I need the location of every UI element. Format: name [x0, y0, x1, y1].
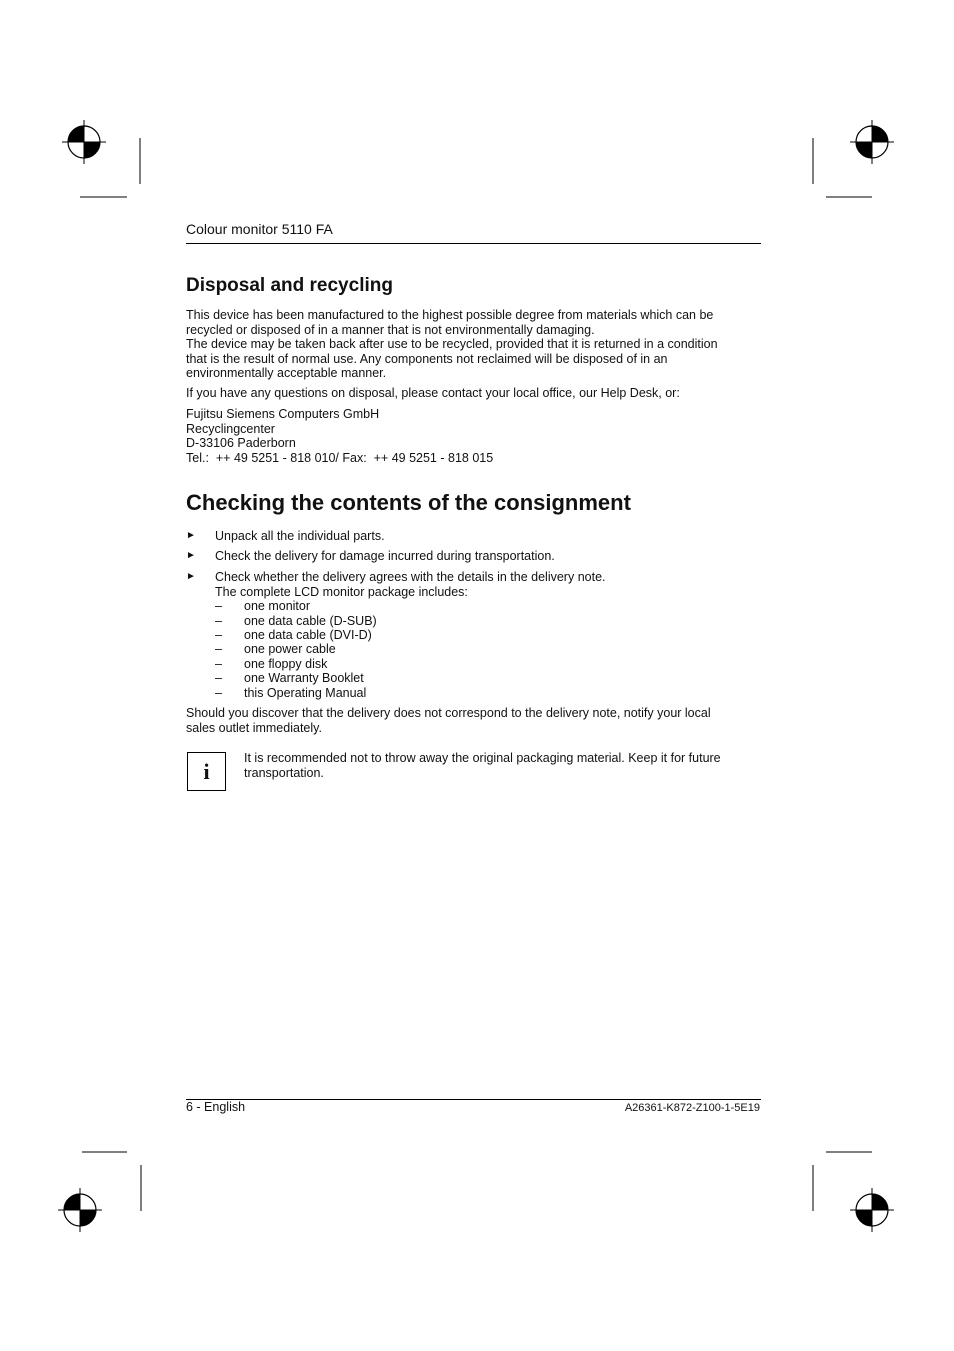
registration-target-icon: [62, 120, 106, 164]
running-header: Colour monitor 5110 FA: [186, 221, 333, 237]
section-heading-consignment: Checking the contents of the consignment: [186, 490, 631, 515]
package-item: [215, 671, 615, 686]
header-rule: [186, 243, 761, 244]
registration-target-icon: [58, 1188, 102, 1232]
text-line: transportation.: [244, 765, 324, 780]
bullet-text: Check whether the delivery agrees with the details in the delivery note.: [215, 570, 606, 584]
package-item: [215, 657, 615, 672]
page-number: 6 - English: [186, 1100, 246, 1114]
text-line: The device may be taken back after use to be recycled, provided that it is returned in a condition: [186, 337, 718, 351]
dash-bullet: –: [215, 642, 222, 656]
triangle-bullet-icon: ►: [186, 530, 196, 541]
package-item: [215, 686, 615, 701]
text-line: that is the result of normal use. Any components not reclaimed will be disposed of in an: [186, 351, 668, 366]
closing-paragraph: [186, 706, 746, 735]
bullet-item: [186, 570, 746, 585]
info-note: [244, 751, 754, 780]
section-heading-disposal: Disposal and recycling: [186, 275, 393, 296]
package-item: [215, 628, 615, 643]
package-intro: The complete LCD monitor package includes:: [215, 585, 468, 599]
text-line: recycled or disposed of in a manner that is not environmentally damaging.: [186, 322, 595, 337]
triangle-bullet-icon: ►: [186, 571, 196, 582]
dash-bullet: –: [215, 628, 222, 642]
package-item: [215, 642, 615, 657]
disposal-contact-paragraph: If you have any questions on disposal, please contact your local office, our Help Desk, or:: [186, 386, 680, 400]
dash-bullet: –: [215, 599, 222, 613]
text-line: This device has been manufactured to the highest possible degree from materials which can be: [186, 308, 714, 322]
package-item-text: one floppy disk: [244, 657, 328, 671]
package-item: [215, 614, 615, 629]
registration-target-icon: [850, 1188, 894, 1232]
address-line: Tel.: ++ 49 5251 - 818 010/ Fax: ++ 49 5251 - 818 015: [186, 450, 494, 465]
recycling-address: [186, 407, 746, 465]
bullet-text: Check the delivery for damage incurred during transportation.: [215, 549, 555, 563]
bullet-item: [186, 549, 746, 564]
address-line: Fujitsu Siemens Computers GmbH: [186, 407, 380, 421]
dash-bullet: –: [215, 686, 222, 700]
text-line: environmentally acceptable manner.: [186, 366, 387, 380]
text-line: It is recommended not to throw away the original packaging material. Keep it for future: [244, 751, 721, 765]
text-line: Should you discover that the delivery does not correspond to the delivery note, notify your local: [186, 706, 711, 720]
disposal-paragraph: [186, 308, 746, 381]
package-item-text: this Operating Manual: [244, 686, 367, 700]
footer-rule: [186, 1099, 761, 1100]
package-item: [215, 599, 615, 614]
document-code: A26361-K872-Z100-1-5E19: [624, 1102, 760, 1114]
package-item-text: one Warranty Booklet: [244, 671, 364, 685]
registration-target-icon: [850, 120, 894, 164]
dash-bullet: –: [215, 614, 222, 628]
text-line: sales outlet immediately.: [186, 720, 322, 735]
address-line: D-33106 Paderborn: [186, 436, 296, 450]
package-item-text: one data cable (D-SUB): [244, 614, 377, 628]
bullet-item: [186, 529, 746, 544]
triangle-bullet-icon: ►: [186, 550, 196, 561]
package-item-text: one data cable (DVI-D): [244, 628, 372, 642]
dash-bullet: –: [215, 657, 222, 671]
package-item-text: one monitor: [244, 599, 311, 613]
bullet-text: Unpack all the individual parts.: [215, 529, 385, 543]
address-line: Recyclingcenter: [186, 421, 275, 436]
info-icon: i: [187, 752, 226, 791]
dash-bullet: –: [215, 671, 222, 685]
package-item-text: one power cable: [244, 642, 336, 656]
